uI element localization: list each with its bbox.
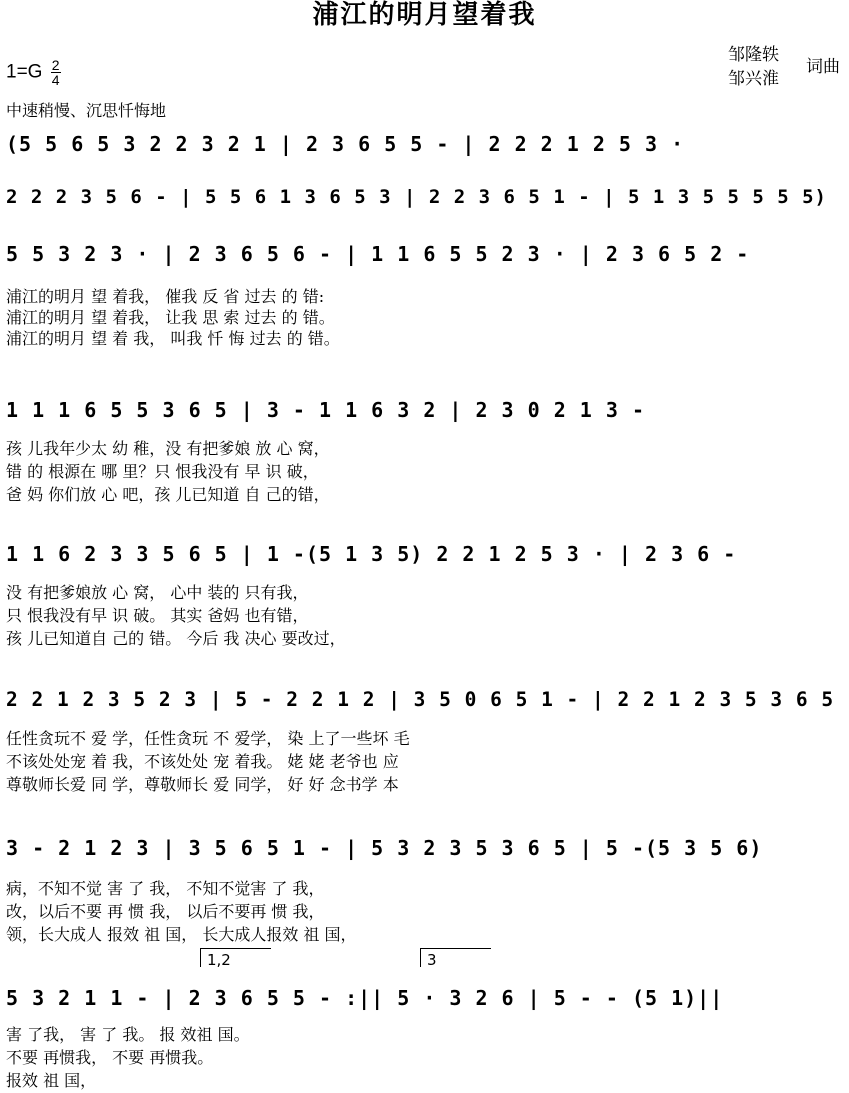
composer: 邹兴淮	[728, 69, 779, 89]
lyric-line-5-verse-1: 没 有把爹娘放 心 窝， 心中 装的 只有我，	[6, 583, 309, 602]
notation-line-4: 1 1 1 6 5 5 3 6 5 | 3 - 1 1 6 3 2 | 2 3 0 2 1 3 -	[6, 398, 646, 422]
notation-line-3: 5 5 3 2 3 · | 2 3 6 5 6 - | 1 1 6 5 5 2 3 · | 2 3 6 5 2 -	[6, 242, 750, 266]
tempo-marking: 中速稍慢、沉思忏悔地	[6, 101, 167, 120]
credit-role: 词曲	[806, 57, 840, 77]
notation-line-2: 2 2 2 3 5 6 - | 5 5 6 1 3 6 5 3 | 2 2 3 6 5 1 - | 5 1 3 5 5 5 5 5)	[6, 186, 827, 208]
lyric-line-6-verse-1: 任性贪玩不 爱 学，任性贪玩 不 爱学， 染 上了一些坏 毛	[6, 729, 410, 748]
lyricist: 邹隆轶	[728, 45, 779, 65]
lyric-line-6-verse-3: 尊敬师长爱 同 学，尊敬师长 爱 同学， 好 好 念书学 本	[6, 775, 399, 794]
notation-line-5: 1 1 6 2 3 3 5 6 5 | 1 -(5 1 3 5) 2 2 1 2 5 3 · | 2 3 6 -	[6, 542, 737, 566]
song-title: 浦江的明月望着我	[312, 0, 537, 30]
lyric-line-7-verse-1: 病，不知不觉 害 了 我， 不知不觉害 了 我，	[6, 879, 325, 898]
lyric-line-7-verse-2: 改，以后不要 再 惯 我， 以后不要再 惯 我，	[6, 902, 325, 921]
volta-1-label: 1,2	[207, 951, 231, 969]
lyric-line-8-verse-2: 不要 再惯我， 不要 再惯我。	[6, 1048, 214, 1067]
volta-bracket-1	[200, 948, 271, 967]
notation-line-8: 5 3 2 1 1 - | 2 3 6 5 5 - :|| 5 · 3 2 6 | 5 - - (5 1)||	[6, 986, 724, 1010]
time-signature-denominator: 4	[51, 72, 60, 88]
notation-line-1: (5 5 6 5 3 2 2 3 2 1 | 2 3 6 5 5 - | 2 2 2 1 2 5 3 ·	[6, 132, 685, 156]
lyric-line-5-verse-3: 孩 儿已知道自 己的 错。 今后 我 决心 要改过，	[6, 629, 346, 648]
volta-2-label: 3	[427, 951, 437, 969]
lyric-line-8-verse-3: 报效 祖 国，	[6, 1071, 97, 1090]
notation-line-6: 2 2 1 2 3 5 2 3 | 5 - 2 2 1 2 | 3 5 0 6 5 1 - | 2 2 1 2 3 5 3 6 5	[6, 688, 835, 711]
lyric-line-4-verse-2: 错 的 根源在 哪 里？只 恨我没有 早 识 破，	[6, 462, 319, 481]
lyric-line-4-verse-3: 爸 妈 你们放 心 吧，孩 儿已知道 自 己的错，	[6, 485, 330, 504]
key-label: 1=G	[6, 61, 43, 83]
lyric-line-7-verse-3: 领，长大成人 报效 祖 国， 长大成人报效 祖 国，	[6, 925, 357, 944]
time-signature-numerator: 2	[51, 57, 60, 73]
lyric-line-3-verse-2: 浦江的明月 望 着我， 让我 思 索 过去 的 错。	[6, 308, 335, 327]
lyric-line-6-verse-2: 不该处处宠 着 我，不该处处 宠 着我。 姥 姥 老爷也 应	[6, 752, 399, 771]
key-signature	[6, 58, 61, 87]
volta-bracket-2	[420, 948, 491, 967]
lyric-line-3-verse-3: 浦江的明月 望 着 我， 叫我 忏 悔 过去 的 错。	[6, 329, 340, 348]
time-signature	[51, 58, 61, 87]
lyric-line-4-verse-1: 孩 儿我年少太 幼 稚，没 有把爹娘 放 心 窝，	[6, 439, 330, 458]
lyric-line-5-verse-2: 只 恨我没有早 识 破。 其实 爸妈 也有错，	[6, 606, 309, 625]
lyric-line-3-verse-1: 浦江的明月 望 着我， 催我 反 省 过去 的 错:	[6, 287, 325, 306]
lyric-line-8-verse-1: 害 了我， 害 了 我。 报 效祖 国。	[6, 1025, 250, 1044]
notation-line-7: 3 - 2 1 2 3 | 3 5 6 5 1 - | 5 3 2 3 5 3 6 5 | 5 -(5 3 5 6)	[6, 836, 763, 860]
